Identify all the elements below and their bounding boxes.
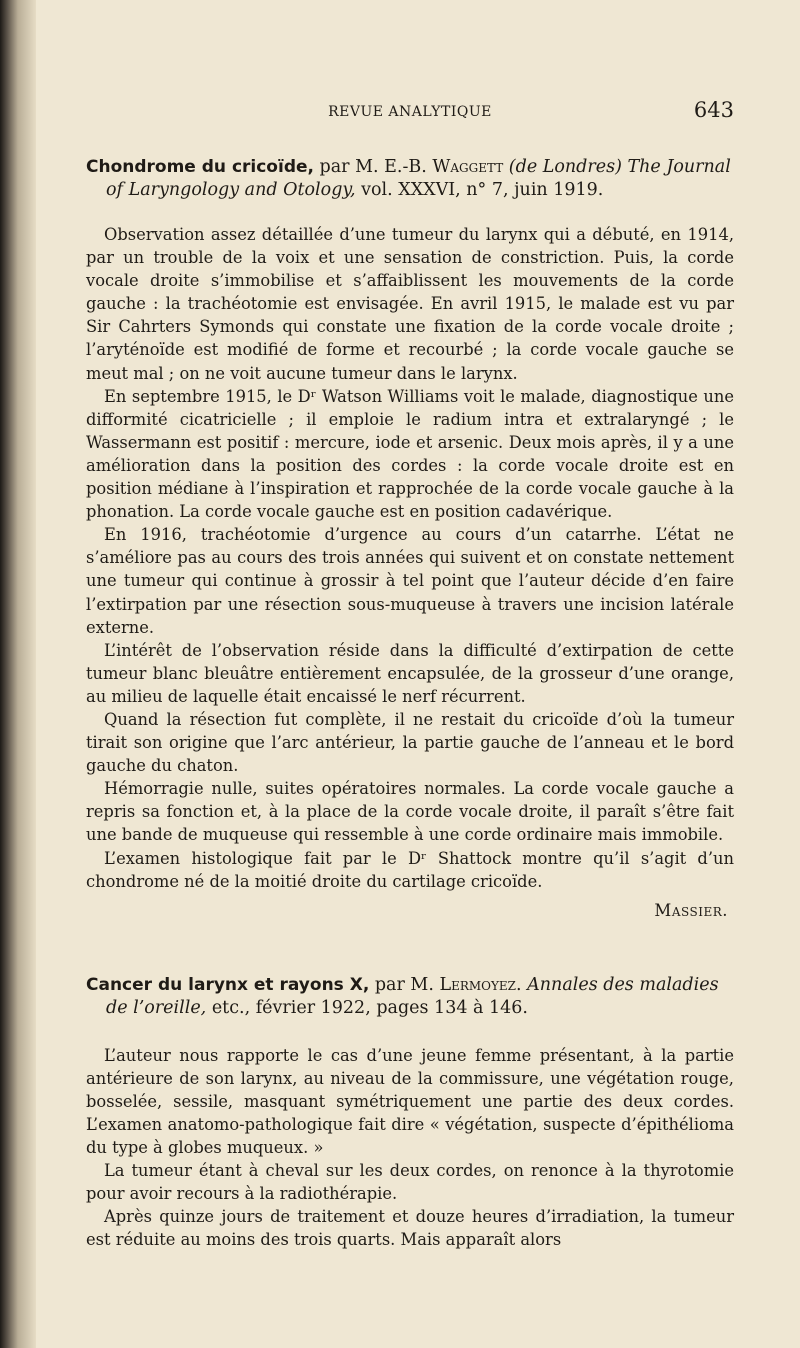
paragraph: En 1916, trachéotomie d’urgence au cours d’un catarrhe. L’état ne s’améliore pas au cours des trois années qui suivent et on constate nettement une tumeur qui continue à grossir à tel point que l’auteur décide d’en faire l’extirpation par une résection sous-muqueuse à travers une incision latérale externe. (86, 525, 734, 637)
page (86, 96, 734, 1252)
paragraph: Hémorragie nulle, suites opératoires normales. La corde vocale gauche a repris sa fonction et, à la place de la corde vocale droite, il paraît s’être fait une bande de muqueuse qui ressemble à une corde ordinaire mais immobile. (86, 779, 734, 845)
article-body (86, 223, 734, 893)
article-title: Chondrome du cricoïde, (86, 157, 314, 177)
article-author: Waggett (432, 157, 504, 177)
paragraph: Quand la résection fut complète, il ne restait du cricoïde d’où la tumeur tirait son origine que l’arc antérieur, la partie gauche de l’anneau et le bord gauche du chaton. (86, 709, 734, 776)
article-body (86, 1044, 734, 1252)
article-journal: The Journal of Laryngology and Otology, (106, 157, 731, 200)
paragraph: La tumeur étant à cheval sur les deux cordes, on renonce à la thyrotomie pour avoir recours à la radiothérapie. (86, 1161, 734, 1204)
paragraph: L’auteur nous rapporte le cas d’une jeune femme présentant, à la partie antérieure de son larynx, au niveau de la commissure, une végétation rouge, bosselée, sessile, masquant symétriquement une partie des deux cordes. L’examen anatomo-pathologique fait dire « végétation, suspecte d’épithélioma du type à globes muqueux. » (86, 1045, 734, 1158)
article-citation (86, 974, 734, 1020)
article-citation (86, 156, 734, 202)
running-title: REVUE ANALYTIQUE (328, 104, 492, 120)
article-origin: (de Londres) (503, 157, 628, 177)
article-chondrome (86, 156, 734, 920)
paragraph: En septembre 1915, le Dʳ Watson Williams voit le malade, diagnostique une difformité cicatricielle ; il emploie le radium intra et extralaryngé ; le Wassermann est positif : mercure, iode et arsenic. Deux mois après, il y a une amélioration dans la position des cordes : la corde vocale droite est en position médiane à l’inspiration et rapprochée de la corde vocale gauche à la phonation. La corde vocale gauche est en position cadavérique. (86, 386, 734, 522)
article-issue: etc., février 1922, pages 134 à 146. (206, 997, 528, 1018)
paragraph: Après quinze jours de traitement et douze heures d’irradiation, la tumeur est réduite au moins des trois quarts. Mais apparaît alors (86, 1207, 734, 1250)
paragraph: L’intérêt de l’observation réside dans la difficulté d’extirpation de cette tumeur blanc bleuâtre entièrement encapsulée, de la grosseur d’une orange, au milieu de laquelle était encaissé le nerf récurrent. (86, 640, 734, 706)
article-by: par M. E.-B. (313, 157, 433, 177)
article-author: Lermoyez. (439, 974, 522, 995)
reviewer-signature: Massier. (654, 900, 728, 920)
book-binding-shadow (0, 0, 36, 1348)
article-issue: vol. XXXVI, n° 7, juin 1919. (355, 180, 604, 200)
article-cancer-larynx (86, 974, 734, 1252)
page-number: 643 (693, 98, 734, 122)
article-title: Cancer du larynx et rayons X, (86, 974, 370, 995)
article-by: par M. (369, 974, 440, 995)
article-journal: Annales des maladies de l’oreille, (106, 974, 719, 1018)
paragraph: Observation assez détaillée d’une tumeur du larynx qui a débuté, en 1914, par un trouble de la voix et une sensation de constriction. Puis, la corde vocale droite s’immobilise et s’affaiblissent les mouvements de la corde gauche : la trachéotomie est envisagée. En avril 1915, le malade est vu par Sir Cahrters Symonds qui constate une fixation de la corde vocale droite ; l’aryténoïde est modifié de forme et recourbé ; la corde vocale gauche se meut mal ; on ne voit aucune tumeur dans le larynx. (86, 225, 734, 383)
paragraph: L’examen histologique fait par le Dʳ Shattock montre qu’il s’agit d’un chondrome né de la moitié droite du cartilage cricoïde. (86, 848, 734, 891)
page-header (86, 96, 734, 128)
